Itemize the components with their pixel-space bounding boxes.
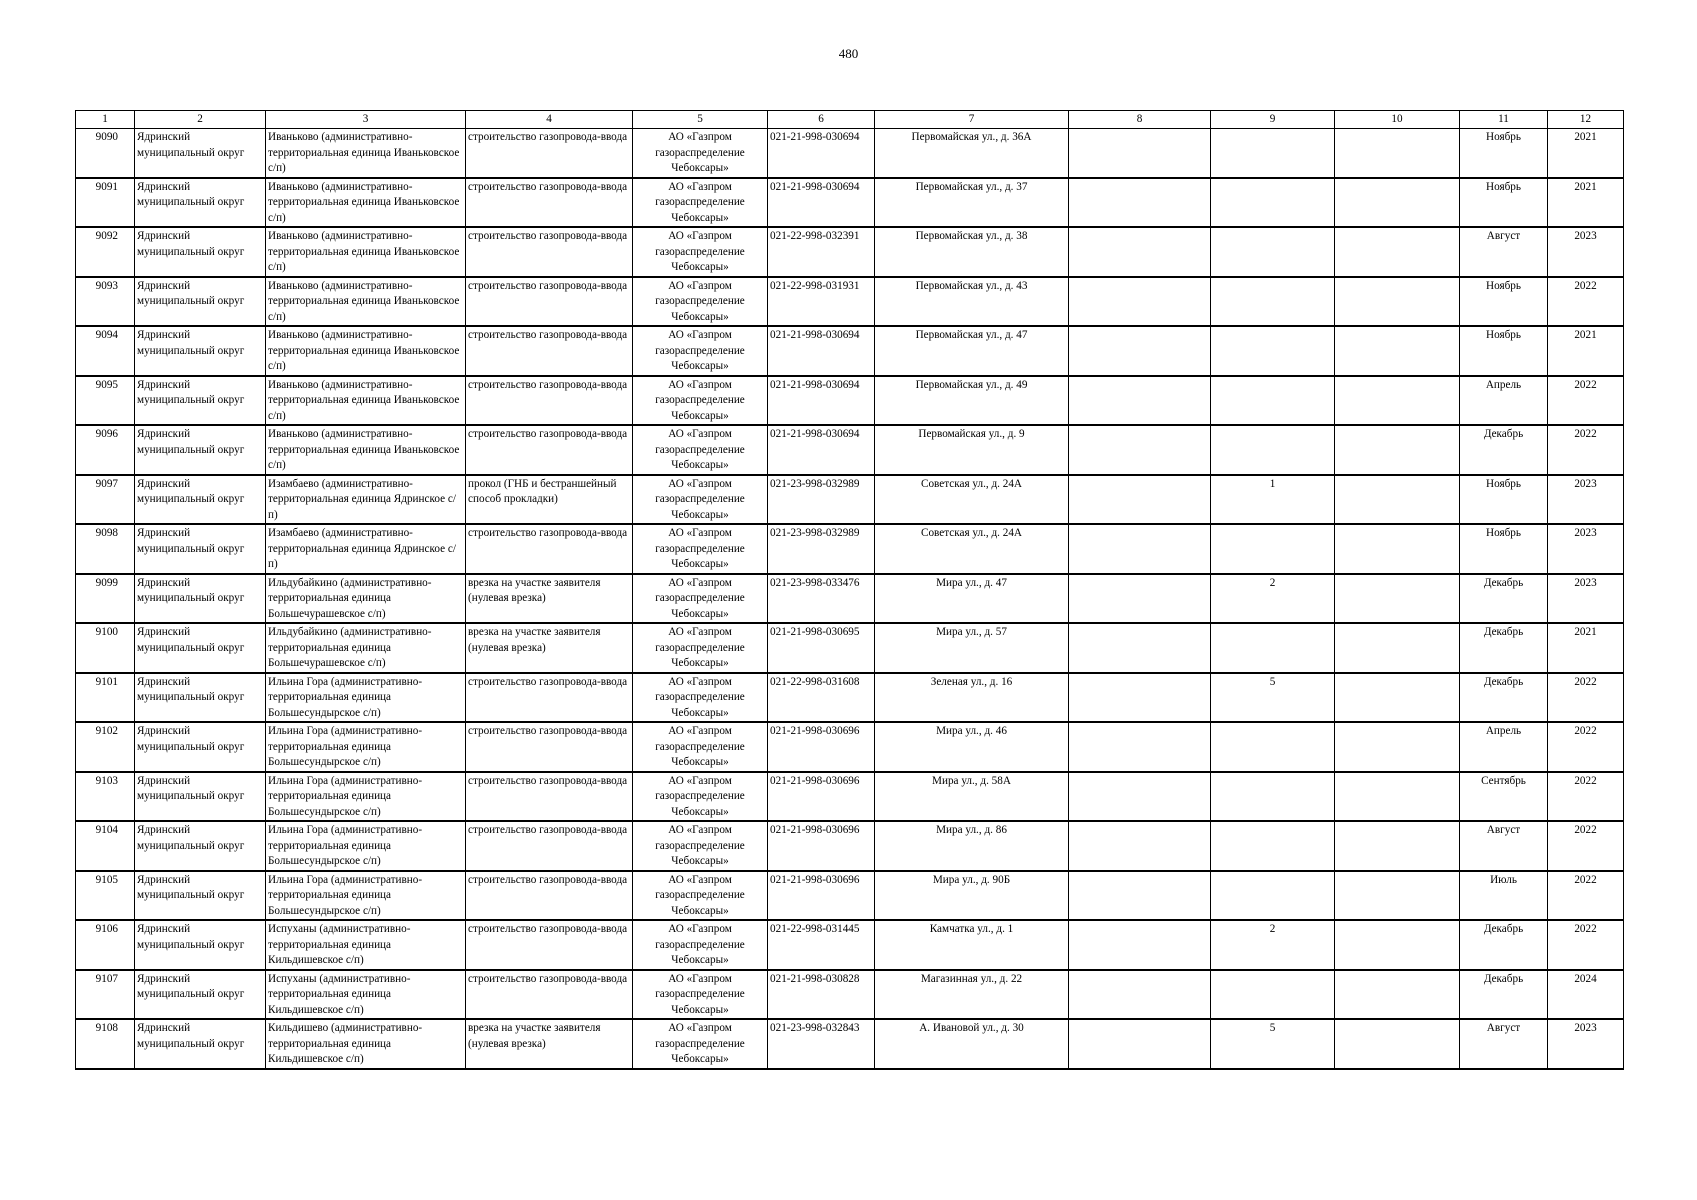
code-cell: 021-21-998-030695 bbox=[768, 623, 875, 673]
col10-cell bbox=[1335, 376, 1460, 426]
organization-cell: АО «Газпром газораспределение Чебоксары» bbox=[633, 623, 768, 673]
code-cell: 021-22-998-031931 bbox=[768, 277, 875, 327]
district-cell: Ядринский муниципальный округ bbox=[135, 772, 266, 822]
col9-cell: 5 bbox=[1211, 1019, 1335, 1069]
locality-cell: Иваньково (административно-территориальная единица Иваньковское с/п) bbox=[266, 277, 466, 327]
work-type-cell: врезка на участке заявителя (нулевая врезка) bbox=[466, 1019, 633, 1069]
work-type-cell: строительство газопровода-ввода bbox=[466, 920, 633, 970]
col8-cell bbox=[1069, 277, 1211, 327]
col8-cell bbox=[1069, 821, 1211, 871]
organization-cell: АО «Газпром газораспределение Чебоксары» bbox=[633, 920, 768, 970]
month-cell: Август bbox=[1460, 227, 1548, 277]
month-cell: Ноябрь bbox=[1460, 475, 1548, 525]
row-number: 9107 bbox=[76, 970, 135, 1020]
district-cell: Ядринский муниципальный округ bbox=[135, 1019, 266, 1069]
code-cell: 021-21-998-030696 bbox=[768, 821, 875, 871]
year-cell: 2022 bbox=[1548, 821, 1624, 871]
col10-cell bbox=[1335, 475, 1460, 525]
row-number: 9103 bbox=[76, 772, 135, 822]
col8-cell bbox=[1069, 623, 1211, 673]
column-header-8: 8 bbox=[1069, 111, 1211, 129]
organization-cell: АО «Газпром газораспределение Чебоксары» bbox=[633, 772, 768, 822]
work-type-cell: строительство газопровода-ввода bbox=[466, 326, 633, 376]
column-header-12: 12 bbox=[1548, 111, 1624, 129]
page-number: 480 bbox=[838, 46, 859, 61]
row-number: 9101 bbox=[76, 673, 135, 723]
locality-cell: Ильина Гора (административно-территориальная единица Большесундырское с/п) bbox=[266, 722, 466, 772]
district-cell: Ядринский муниципальный округ bbox=[135, 425, 266, 475]
year-cell: 2022 bbox=[1548, 376, 1624, 426]
code-cell: 021-23-998-032843 bbox=[768, 1019, 875, 1069]
table-row bbox=[76, 722, 1624, 772]
address-cell: Советская ул., д. 24А bbox=[875, 524, 1069, 574]
district-cell: Ядринский муниципальный округ bbox=[135, 574, 266, 624]
month-cell: Август bbox=[1460, 821, 1548, 871]
address-cell: Первомайская ул., д. 9 bbox=[875, 425, 1069, 475]
locality-cell: Изамбаево (административно-территориальная единица Ядринское с/п) bbox=[266, 524, 466, 574]
district-cell: Ядринский муниципальный округ bbox=[135, 326, 266, 376]
locality-cell: Иваньково (административно-территориальная единица Иваньковское с/п) bbox=[266, 227, 466, 277]
col8-cell bbox=[1069, 722, 1211, 772]
address-cell: Зеленая ул., д. 16 bbox=[875, 673, 1069, 723]
district-cell: Ядринский муниципальный округ bbox=[135, 970, 266, 1020]
table-row bbox=[76, 871, 1624, 921]
col10-cell bbox=[1335, 623, 1460, 673]
col8-cell bbox=[1069, 673, 1211, 723]
address-cell: Магазинная ул., д. 22 bbox=[875, 970, 1069, 1020]
work-type-cell: строительство газопровода-ввода bbox=[466, 821, 633, 871]
year-cell: 2023 bbox=[1548, 574, 1624, 624]
month-cell: Декабрь bbox=[1460, 425, 1548, 475]
code-cell: 021-22-998-032391 bbox=[768, 227, 875, 277]
row-number: 9095 bbox=[76, 376, 135, 426]
district-cell: Ядринский муниципальный округ bbox=[135, 871, 266, 921]
code-cell: 021-23-998-033476 bbox=[768, 574, 875, 624]
address-cell: А. Ивановой ул., д. 30 bbox=[875, 1019, 1069, 1069]
table-row bbox=[76, 920, 1624, 970]
col9-cell bbox=[1211, 129, 1335, 178]
month-cell: Декабрь bbox=[1460, 970, 1548, 1020]
row-number: 9100 bbox=[76, 623, 135, 673]
col8-cell bbox=[1069, 376, 1211, 426]
month-cell: Декабрь bbox=[1460, 920, 1548, 970]
address-cell: Первомайская ул., д. 49 bbox=[875, 376, 1069, 426]
organization-cell: АО «Газпром газораспределение Чебоксары» bbox=[633, 227, 768, 277]
address-cell: Советская ул., д. 24А bbox=[875, 475, 1069, 525]
year-cell: 2023 bbox=[1548, 1019, 1624, 1069]
data-table bbox=[75, 110, 1624, 1070]
locality-cell: Ильина Гора (административно-территориальная единица Большесундырское с/п) bbox=[266, 871, 466, 921]
col10-cell bbox=[1335, 326, 1460, 376]
col9-cell bbox=[1211, 178, 1335, 228]
col8-cell bbox=[1069, 425, 1211, 475]
organization-cell: АО «Газпром газораспределение Чебоксары» bbox=[633, 970, 768, 1020]
address-cell: Первомайская ул., д. 36А bbox=[875, 129, 1069, 178]
column-header-4: 4 bbox=[466, 111, 633, 129]
organization-cell: АО «Газпром газораспределение Чебоксары» bbox=[633, 524, 768, 574]
col8-cell bbox=[1069, 871, 1211, 921]
work-type-cell: строительство газопровода-ввода bbox=[466, 524, 633, 574]
table-row bbox=[76, 376, 1624, 426]
row-number: 9093 bbox=[76, 277, 135, 327]
work-type-cell: прокол (ГНБ и бестраншейный способ прокладки) bbox=[466, 475, 633, 525]
code-cell: 021-21-998-030694 bbox=[768, 178, 875, 228]
column-header-10: 10 bbox=[1335, 111, 1460, 129]
row-number: 9102 bbox=[76, 722, 135, 772]
col9-cell bbox=[1211, 277, 1335, 327]
month-cell: Ноябрь bbox=[1460, 326, 1548, 376]
col9-cell bbox=[1211, 524, 1335, 574]
col8-cell bbox=[1069, 227, 1211, 277]
work-type-cell: строительство газопровода-ввода bbox=[466, 178, 633, 228]
code-cell: 021-21-998-030696 bbox=[768, 871, 875, 921]
year-cell: 2021 bbox=[1548, 623, 1624, 673]
address-cell: Первомайская ул., д. 43 bbox=[875, 277, 1069, 327]
year-cell: 2022 bbox=[1548, 920, 1624, 970]
table-row bbox=[76, 524, 1624, 574]
col10-cell bbox=[1335, 673, 1460, 723]
organization-cell: АО «Газпром газораспределение Чебоксары» bbox=[633, 1019, 768, 1069]
year-cell: 2023 bbox=[1548, 524, 1624, 574]
address-cell: Мира ул., д. 46 bbox=[875, 722, 1069, 772]
work-type-cell: строительство газопровода-ввода bbox=[466, 425, 633, 475]
col10-cell bbox=[1335, 920, 1460, 970]
row-number: 9099 bbox=[76, 574, 135, 624]
code-cell: 021-21-998-030696 bbox=[768, 772, 875, 822]
year-cell: 2022 bbox=[1548, 425, 1624, 475]
col9-cell: 1 bbox=[1211, 475, 1335, 525]
locality-cell: Иваньково (административно-территориальная единица Иваньковское с/п) bbox=[266, 326, 466, 376]
organization-cell: АО «Газпром газораспределение Чебоксары» bbox=[633, 178, 768, 228]
address-cell: Мира ул., д. 90Б bbox=[875, 871, 1069, 921]
col9-cell bbox=[1211, 772, 1335, 822]
organization-cell: АО «Газпром газораспределение Чебоксары» bbox=[633, 722, 768, 772]
table-row bbox=[76, 821, 1624, 871]
work-type-cell: врезка на участке заявителя (нулевая врезка) bbox=[466, 574, 633, 624]
code-cell: 021-22-998-031445 bbox=[768, 920, 875, 970]
table-row bbox=[76, 475, 1624, 525]
locality-cell: Изамбаево (административно-территориальная единица Ядринское с/п) bbox=[266, 475, 466, 525]
organization-cell: АО «Газпром газораспределение Чебоксары» bbox=[633, 425, 768, 475]
year-cell: 2022 bbox=[1548, 673, 1624, 723]
year-cell: 2023 bbox=[1548, 475, 1624, 525]
month-cell: Декабрь bbox=[1460, 574, 1548, 624]
col8-cell bbox=[1069, 1019, 1211, 1069]
work-type-cell: врезка на участке заявителя (нулевая врезка) bbox=[466, 623, 633, 673]
col10-cell bbox=[1335, 772, 1460, 822]
district-cell: Ядринский муниципальный округ bbox=[135, 376, 266, 426]
code-cell: 021-21-998-030694 bbox=[768, 425, 875, 475]
district-cell: Ядринский муниципальный округ bbox=[135, 524, 266, 574]
code-cell: 021-21-998-030828 bbox=[768, 970, 875, 1020]
col10-cell bbox=[1335, 821, 1460, 871]
organization-cell: АО «Газпром газораспределение Чебоксары» bbox=[633, 326, 768, 376]
work-type-cell: строительство газопровода-ввода bbox=[466, 277, 633, 327]
district-cell: Ядринский муниципальный округ bbox=[135, 673, 266, 723]
table-row bbox=[76, 326, 1624, 376]
table-row bbox=[76, 425, 1624, 475]
year-cell: 2022 bbox=[1548, 277, 1624, 327]
table-body bbox=[76, 129, 1624, 1069]
col10-cell bbox=[1335, 524, 1460, 574]
col10-cell bbox=[1335, 970, 1460, 1020]
work-type-cell: строительство газопровода-ввода bbox=[466, 129, 633, 178]
organization-cell: АО «Газпром газораспределение Чебоксары» bbox=[633, 871, 768, 921]
row-number: 9098 bbox=[76, 524, 135, 574]
table-header-row bbox=[76, 111, 1624, 129]
district-cell: Ядринский муниципальный округ bbox=[135, 821, 266, 871]
address-cell: Первомайская ул., д. 37 bbox=[875, 178, 1069, 228]
col9-cell: 2 bbox=[1211, 574, 1335, 624]
code-cell: 021-23-998-032989 bbox=[768, 524, 875, 574]
work-type-cell: строительство газопровода-ввода bbox=[466, 722, 633, 772]
address-cell: Мира ул., д. 57 bbox=[875, 623, 1069, 673]
col9-cell bbox=[1211, 376, 1335, 426]
column-header-9: 9 bbox=[1211, 111, 1335, 129]
address-cell: Первомайская ул., д. 47 bbox=[875, 326, 1069, 376]
col9-cell bbox=[1211, 722, 1335, 772]
district-cell: Ядринский муниципальный округ bbox=[135, 475, 266, 525]
year-cell: 2022 bbox=[1548, 772, 1624, 822]
district-cell: Ядринский муниципальный округ bbox=[135, 722, 266, 772]
table-row bbox=[76, 970, 1624, 1020]
month-cell: Ноябрь bbox=[1460, 129, 1548, 178]
locality-cell: Ильдубайкино (административно-территориальная единица Большечурашевское с/п) bbox=[266, 574, 466, 624]
organization-cell: АО «Газпром газораспределение Чебоксары» bbox=[633, 821, 768, 871]
address-cell: Мира ул., д. 58А bbox=[875, 772, 1069, 822]
col10-cell bbox=[1335, 1019, 1460, 1069]
row-number: 9092 bbox=[76, 227, 135, 277]
col10-cell bbox=[1335, 129, 1460, 178]
address-cell: Первомайская ул., д. 38 bbox=[875, 227, 1069, 277]
col10-cell bbox=[1335, 277, 1460, 327]
table-row bbox=[76, 673, 1624, 723]
locality-cell: Ильина Гора (административно-территориальная единица Большесундырское с/п) bbox=[266, 673, 466, 723]
organization-cell: АО «Газпром газораспределение Чебоксары» bbox=[633, 376, 768, 426]
organization-cell: АО «Газпром газораспределение Чебоксары» bbox=[633, 277, 768, 327]
month-cell: Июль bbox=[1460, 871, 1548, 921]
table-row bbox=[76, 623, 1624, 673]
year-cell: 2021 bbox=[1548, 326, 1624, 376]
work-type-cell: строительство газопровода-ввода bbox=[466, 376, 633, 426]
column-header-3: 3 bbox=[266, 111, 466, 129]
code-cell: 021-21-998-030694 bbox=[768, 326, 875, 376]
col8-cell bbox=[1069, 178, 1211, 228]
month-cell: Ноябрь bbox=[1460, 277, 1548, 327]
column-header-11: 11 bbox=[1460, 111, 1548, 129]
col8-cell bbox=[1069, 574, 1211, 624]
row-number: 9108 bbox=[76, 1019, 135, 1069]
col9-cell bbox=[1211, 821, 1335, 871]
row-number: 9106 bbox=[76, 920, 135, 970]
organization-cell: АО «Газпром газораспределение Чебоксары» bbox=[633, 673, 768, 723]
row-number: 9090 bbox=[76, 129, 135, 178]
row-number: 9094 bbox=[76, 326, 135, 376]
table-row bbox=[76, 574, 1624, 624]
col8-cell bbox=[1069, 129, 1211, 178]
district-cell: Ядринский муниципальный округ bbox=[135, 227, 266, 277]
month-cell: Ноябрь bbox=[1460, 178, 1548, 228]
address-cell: Камчатка ул., д. 1 bbox=[875, 920, 1069, 970]
col9-cell bbox=[1211, 871, 1335, 921]
organization-cell: АО «Газпром газораспределение Чебоксары» bbox=[633, 129, 768, 178]
locality-cell: Иваньково (административно-территориальная единица Иваньковское с/п) bbox=[266, 129, 466, 178]
code-cell: 021-21-998-030694 bbox=[768, 129, 875, 178]
col10-cell bbox=[1335, 425, 1460, 475]
work-type-cell: строительство газопровода-ввода bbox=[466, 227, 633, 277]
column-header-6: 6 bbox=[768, 111, 875, 129]
col10-cell bbox=[1335, 178, 1460, 228]
code-cell: 021-22-998-031608 bbox=[768, 673, 875, 723]
district-cell: Ядринский муниципальный округ bbox=[135, 920, 266, 970]
district-cell: Ядринский муниципальный округ bbox=[135, 129, 266, 178]
locality-cell: Испуханы (административно-территориальная единица Кильдишевское с/п) bbox=[266, 970, 466, 1020]
column-header-1: 1 bbox=[76, 111, 135, 129]
district-cell: Ядринский муниципальный округ bbox=[135, 178, 266, 228]
locality-cell: Иваньково (административно-территориальная единица Иваньковское с/п) bbox=[266, 178, 466, 228]
col10-cell bbox=[1335, 227, 1460, 277]
organization-cell: АО «Газпром газораспределение Чебоксары» bbox=[633, 475, 768, 525]
locality-cell: Ильина Гора (административно-территориальная единица Большесундырское с/п) bbox=[266, 772, 466, 822]
address-cell: Мира ул., д. 86 bbox=[875, 821, 1069, 871]
month-cell: Апрель bbox=[1460, 722, 1548, 772]
month-cell: Декабрь bbox=[1460, 673, 1548, 723]
col8-cell bbox=[1069, 772, 1211, 822]
col8-cell bbox=[1069, 326, 1211, 376]
locality-cell: Иваньково (административно-территориальная единица Иваньковское с/п) bbox=[266, 425, 466, 475]
col9-cell bbox=[1211, 623, 1335, 673]
locality-cell: Ильдубайкино (административно-территориальная единица Большечурашевское с/п) bbox=[266, 623, 466, 673]
column-header-7: 7 bbox=[875, 111, 1069, 129]
work-type-cell: строительство газопровода-ввода bbox=[466, 673, 633, 723]
row-number: 9091 bbox=[76, 178, 135, 228]
locality-cell: Кильдишево (административно-территориальная единица Кильдишевское с/п) bbox=[266, 1019, 466, 1069]
month-cell: Апрель bbox=[1460, 376, 1548, 426]
table-row bbox=[76, 772, 1624, 822]
work-type-cell: строительство газопровода-ввода bbox=[466, 970, 633, 1020]
year-cell: 2021 bbox=[1548, 129, 1624, 178]
year-cell: 2021 bbox=[1548, 178, 1624, 228]
year-cell: 2022 bbox=[1548, 722, 1624, 772]
column-header-5: 5 bbox=[633, 111, 768, 129]
district-cell: Ядринский муниципальный округ bbox=[135, 623, 266, 673]
col10-cell bbox=[1335, 722, 1460, 772]
col9-cell: 2 bbox=[1211, 920, 1335, 970]
year-cell: 2022 bbox=[1548, 871, 1624, 921]
year-cell: 2024 bbox=[1548, 970, 1624, 1020]
locality-cell: Испуханы (административно-территориальная единица Кильдишевское с/п) bbox=[266, 920, 466, 970]
organization-cell: АО «Газпром газораспределение Чебоксары» bbox=[633, 574, 768, 624]
col8-cell bbox=[1069, 920, 1211, 970]
col9-cell bbox=[1211, 425, 1335, 475]
row-number: 9096 bbox=[76, 425, 135, 475]
col10-cell bbox=[1335, 574, 1460, 624]
table-row bbox=[76, 129, 1624, 178]
code-cell: 021-21-998-030694 bbox=[768, 376, 875, 426]
col9-cell: 5 bbox=[1211, 673, 1335, 723]
work-type-cell: строительство газопровода-ввода bbox=[466, 772, 633, 822]
address-cell: Мира ул., д. 47 bbox=[875, 574, 1069, 624]
work-type-cell: строительство газопровода-ввода bbox=[466, 871, 633, 921]
code-cell: 021-23-998-032989 bbox=[768, 475, 875, 525]
month-cell: Ноябрь bbox=[1460, 524, 1548, 574]
table-row bbox=[76, 277, 1624, 327]
year-cell: 2023 bbox=[1548, 227, 1624, 277]
row-number: 9104 bbox=[76, 821, 135, 871]
col9-cell bbox=[1211, 970, 1335, 1020]
row-number: 9097 bbox=[76, 475, 135, 525]
district-cell: Ядринский муниципальный округ bbox=[135, 277, 266, 327]
col9-cell bbox=[1211, 227, 1335, 277]
table-row bbox=[76, 178, 1624, 228]
month-cell: Сентябрь bbox=[1460, 772, 1548, 822]
col8-cell bbox=[1069, 970, 1211, 1020]
table-row bbox=[76, 1019, 1624, 1069]
code-cell: 021-21-998-030696 bbox=[768, 722, 875, 772]
locality-cell: Иваньково (административно-территориальная единица Иваньковское с/п) bbox=[266, 376, 466, 426]
row-number: 9105 bbox=[76, 871, 135, 921]
col9-cell bbox=[1211, 326, 1335, 376]
col8-cell bbox=[1069, 524, 1211, 574]
column-header-2: 2 bbox=[135, 111, 266, 129]
col10-cell bbox=[1335, 871, 1460, 921]
table-row bbox=[76, 227, 1624, 277]
col8-cell bbox=[1069, 475, 1211, 525]
month-cell: Август bbox=[1460, 1019, 1548, 1069]
month-cell: Декабрь bbox=[1460, 623, 1548, 673]
locality-cell: Ильина Гора (административно-территориальная единица Большесундырское с/п) bbox=[266, 821, 466, 871]
